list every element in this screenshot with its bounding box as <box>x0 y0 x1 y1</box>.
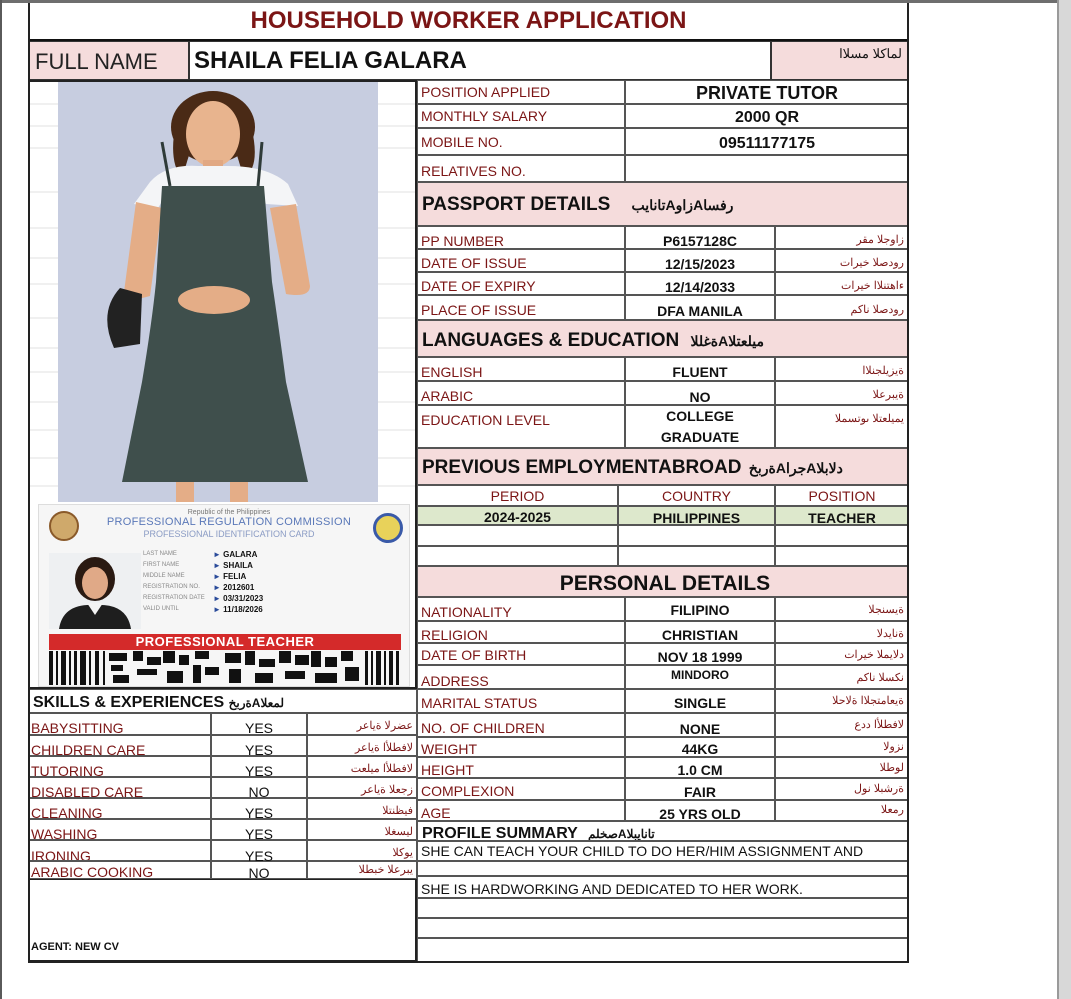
skill-disabled-care-label: DISABLED CARE <box>28 777 211 798</box>
date-of-expiry-value: 12/14/2033 <box>625 272 775 295</box>
skill-disabled-care-value: NO <box>211 777 307 798</box>
passport-section-header <box>417 182 909 226</box>
education-level-arabic: يميلعتلا ىوتسملا <box>775 405 909 448</box>
relatives-no-label: RELATIVES NO. <box>417 155 625 182</box>
place-of-issue-value: DFA MANILA <box>625 295 775 320</box>
languages-heading: LANGUAGES & EDUCATION <box>422 330 680 351</box>
complexion-arabic: ةرشبلا نول <box>775 778 909 800</box>
skill-ironing-label: IRONING <box>28 840 211 861</box>
employment-col-country: COUNTRY <box>618 485 775 506</box>
skill-disabled-care-arabic: زجعلا ةياعر <box>307 777 417 798</box>
profile-summary-header <box>417 821 909 841</box>
passport-heading: PASSPORT DETAILS <box>422 194 611 215</box>
profile-summary-line: SHE IS HARDWORKING AND DEDICATED TO HER WORK. <box>417 876 909 898</box>
seal-icon <box>49 511 79 541</box>
employment-position-value: TEACHER <box>775 506 909 525</box>
profile-summary-empty-line <box>417 898 909 918</box>
skill-arabic-cooking-arabic: يبرعلا خبطلا <box>307 861 417 879</box>
id-field: LAST NAME ► GALARA <box>143 550 258 559</box>
barcode-icon <box>49 651 401 685</box>
skills-section-header <box>28 689 417 713</box>
religion-arabic: ةنايدلا <box>775 621 909 643</box>
education-level-label: EDUCATION LEVEL <box>417 405 625 448</box>
employment-heading: PREVIOUS EMPLOYMENTABROAD <box>422 457 742 478</box>
skills-heading-arabic: لمعلاAةربخ <box>228 696 284 710</box>
monthly-salary-value: 2000 QR <box>625 104 909 128</box>
prc-logo-icon <box>373 513 403 543</box>
arabic-value: NO <box>625 381 775 405</box>
mobile-no-value: 09511177175 <box>625 128 909 155</box>
skill-cleaning-value: YES <box>211 798 307 819</box>
employment-empty-cell <box>775 546 909 566</box>
address-value: MINDORO <box>625 665 775 689</box>
pp-number-value: P6157128C <box>625 226 775 249</box>
id-field: FIRST NAME ► SHAILA <box>143 561 253 570</box>
skill-washing-value: YES <box>211 819 307 840</box>
agent-label: AGENT: NEW CV <box>31 941 119 953</box>
complexion-value: FAIR <box>625 778 775 800</box>
weight-arabic: نزولا <box>775 737 909 757</box>
employment-col-position: POSITION <box>775 485 909 506</box>
arabic-label: ARABIC <box>417 381 625 405</box>
sheet-left-border <box>28 3 30 963</box>
profile-summary-empty-line <box>417 938 909 962</box>
id-commission: PROFESSIONAL REGULATION COMMISSION <box>106 516 352 528</box>
position-applied-value: PRIVATE TUTOR <box>625 80 909 104</box>
employment-empty-cell <box>775 525 909 546</box>
full-name-value: SHAILA FELIA GALARA <box>189 41 771 80</box>
skill-washing-arabic: ليسغلا <box>307 819 417 840</box>
height-arabic: لوطلا <box>775 757 909 778</box>
full-name-label: FULL NAME <box>28 41 189 80</box>
relatives-no-value <box>625 155 909 182</box>
education-level-line1: COLLEGE <box>666 408 734 424</box>
employment-empty-cell <box>417 546 618 566</box>
address-label: ADDRESS <box>417 665 625 689</box>
profile-summary-empty-line <box>417 918 909 938</box>
skills-heading: SKILLS & EXPERIENCES <box>33 694 225 711</box>
window-left-border <box>0 0 2 999</box>
english-value: FLUENT <box>625 357 775 381</box>
skill-children-care-value: YES <box>211 735 307 756</box>
skill-arabic-cooking-label: ARABIC COOKING <box>28 861 211 879</box>
page-right-edge <box>1057 0 1059 999</box>
skill-children-care-label: CHILDREN CARE <box>28 735 211 756</box>
skill-cleaning-label: CLEANING <box>28 798 211 819</box>
profile-summary-line: SHE CAN TEACH YOUR CHILD TO DO HER/HIM ASSIGNMENT AND <box>417 841 909 861</box>
languages-section-header <box>417 320 909 357</box>
position-applied-label: POSITION APPLIED <box>417 80 625 104</box>
marital-status-arabic: ةيعامتجلاا ةلاحلا <box>775 689 909 713</box>
document-title: HOUSEHOLD WORKER APPLICATION <box>28 3 909 41</box>
profile-summary-heading: PROFILE SUMMARY <box>422 825 578 841</box>
id-field: REGISTRATION NO. ► 2012601 <box>143 583 255 592</box>
employment-empty-cell <box>618 525 775 546</box>
date-of-expiry-arabic: ءاهتنلاا خيرات <box>775 272 909 295</box>
employment-section-header <box>417 448 909 485</box>
date-of-birth-value: NOV 18 1999 <box>625 643 775 665</box>
weight-value: 44KG <box>625 737 775 757</box>
marital-status-label: MARITAL STATUS <box>417 689 625 713</box>
marital-status-value: SINGLE <box>625 689 775 713</box>
date-of-issue-label: DATE OF ISSUE <box>417 249 625 272</box>
sheet-right-border <box>907 3 909 963</box>
date-of-birth-arabic: دلايملا خيرات <box>775 643 909 665</box>
weight-label: WEIGHT <box>417 737 625 757</box>
monthly-salary-label: MONTHLY SALARY <box>417 104 625 128</box>
id-profession: PROFESSIONAL TEACHER <box>49 634 401 650</box>
english-label: ENGLISH <box>417 357 625 381</box>
pp-number-arabic: زاوجلا مقر <box>775 226 909 249</box>
professional-id-card <box>38 504 410 687</box>
skill-tutoring-arabic: لافطلأا ميلعت <box>307 756 417 777</box>
skill-arabic-cooking-value: NO <box>211 861 307 879</box>
id-republic: Republic of the Philippines <box>187 509 271 516</box>
height-value: 1.0 CM <box>625 757 775 778</box>
employment-period-value: 2024-2025 <box>417 506 618 525</box>
arabic-arabic: ةيبرعلا <box>775 381 909 405</box>
address-arabic: نكسلا ناكم <box>775 665 909 689</box>
complexion-label: COMPLEXION <box>417 778 625 800</box>
languages-heading-arabic: ميلعتلاAةغللا <box>690 333 764 349</box>
religion-value: CHRISTIAN <box>625 621 775 643</box>
place-of-issue-arabic: رودصلا ناكم <box>775 295 909 320</box>
id-field: MIDDLE NAME ► FELIA <box>143 572 247 581</box>
id-photo <box>49 553 141 629</box>
no-of-children-value: NONE <box>625 713 775 737</box>
profile-summary-empty-line <box>417 861 909 876</box>
education-level-line2: GRADUATE <box>660 429 740 445</box>
id-field: VALID UNTIL ► 11/18/2026 <box>143 605 263 614</box>
sheet-bottom-border <box>28 961 909 963</box>
employment-empty-cell <box>417 525 618 546</box>
skill-babysitting-arabic: عضرلا ةياعر <box>307 713 417 735</box>
applicant-photo <box>58 82 378 502</box>
no-of-children-arabic: لافطلأا ددع <box>775 713 909 737</box>
skill-children-care-arabic: لافطلأا ةياعر <box>307 735 417 756</box>
skill-tutoring-value: YES <box>211 756 307 777</box>
skill-babysitting-value: YES <box>211 713 307 735</box>
height-label: HEIGHT <box>417 757 625 778</box>
profile-summary-heading-arabic: تانايبلاAصخلم <box>588 827 655 841</box>
date-of-birth-label: DATE OF BIRTH <box>417 643 625 665</box>
id-fields <box>143 549 333 633</box>
mobile-no-label: MOBILE NO. <box>417 128 625 155</box>
personal-details-heading: PERSONAL DETAILS <box>417 566 909 597</box>
skill-cleaning-arabic: فيظنتلا <box>307 798 417 819</box>
nationality-label: NATIONALITY <box>417 597 625 621</box>
id-card-type: PROFESSIONAL IDENTIFICATION CARD <box>143 529 315 539</box>
no-of-children-label: NO. OF CHILDREN <box>417 713 625 737</box>
religion-label: RELIGION <box>417 621 625 643</box>
age-arabic: رمعلا <box>775 800 909 821</box>
date-of-issue-value: 12/15/2023 <box>625 249 775 272</box>
nationality-value: FILIPINO <box>625 597 775 621</box>
application-sheet <box>28 3 909 963</box>
page-scroll-gutter <box>1057 0 1071 999</box>
nationality-arabic: ةيسنجلا <box>775 597 909 621</box>
place-of-issue-label: PLACE OF ISSUE <box>417 295 625 320</box>
age-value: 25 YRS OLD <box>625 800 775 821</box>
date-of-expiry-label: DATE OF EXPIRY <box>417 272 625 295</box>
skill-washing-label: WASHING <box>28 819 211 840</box>
employment-col-period: PERIOD <box>417 485 618 506</box>
age-label: AGE <box>417 800 625 821</box>
full-name-arabic-label: لماكلا مسلاا <box>771 41 909 80</box>
date-of-issue-arabic: رودصلا خيرات <box>775 249 909 272</box>
employment-empty-cell <box>618 546 775 566</box>
skill-babysitting-label: BABYSITTING <box>28 713 211 735</box>
skill-ironing-value: YES <box>211 840 307 861</box>
passport-heading-arabic: رفساAزاوAتانايب <box>631 197 734 213</box>
id-field: REGISTRATION DATE ► 03/31/2023 <box>143 594 264 603</box>
employment-country-value: PHILIPPINES <box>618 506 775 525</box>
pp-number-label: PP NUMBER <box>417 226 625 249</box>
employment-heading-arabic: دلابلاAجراAةربخ <box>748 460 843 476</box>
english-arabic: ةيزيلجنلاا <box>775 357 909 381</box>
skill-tutoring-label: TUTORING <box>28 756 211 777</box>
education-level-value <box>625 405 775 448</box>
skill-ironing-arabic: يوكلا <box>307 840 417 861</box>
